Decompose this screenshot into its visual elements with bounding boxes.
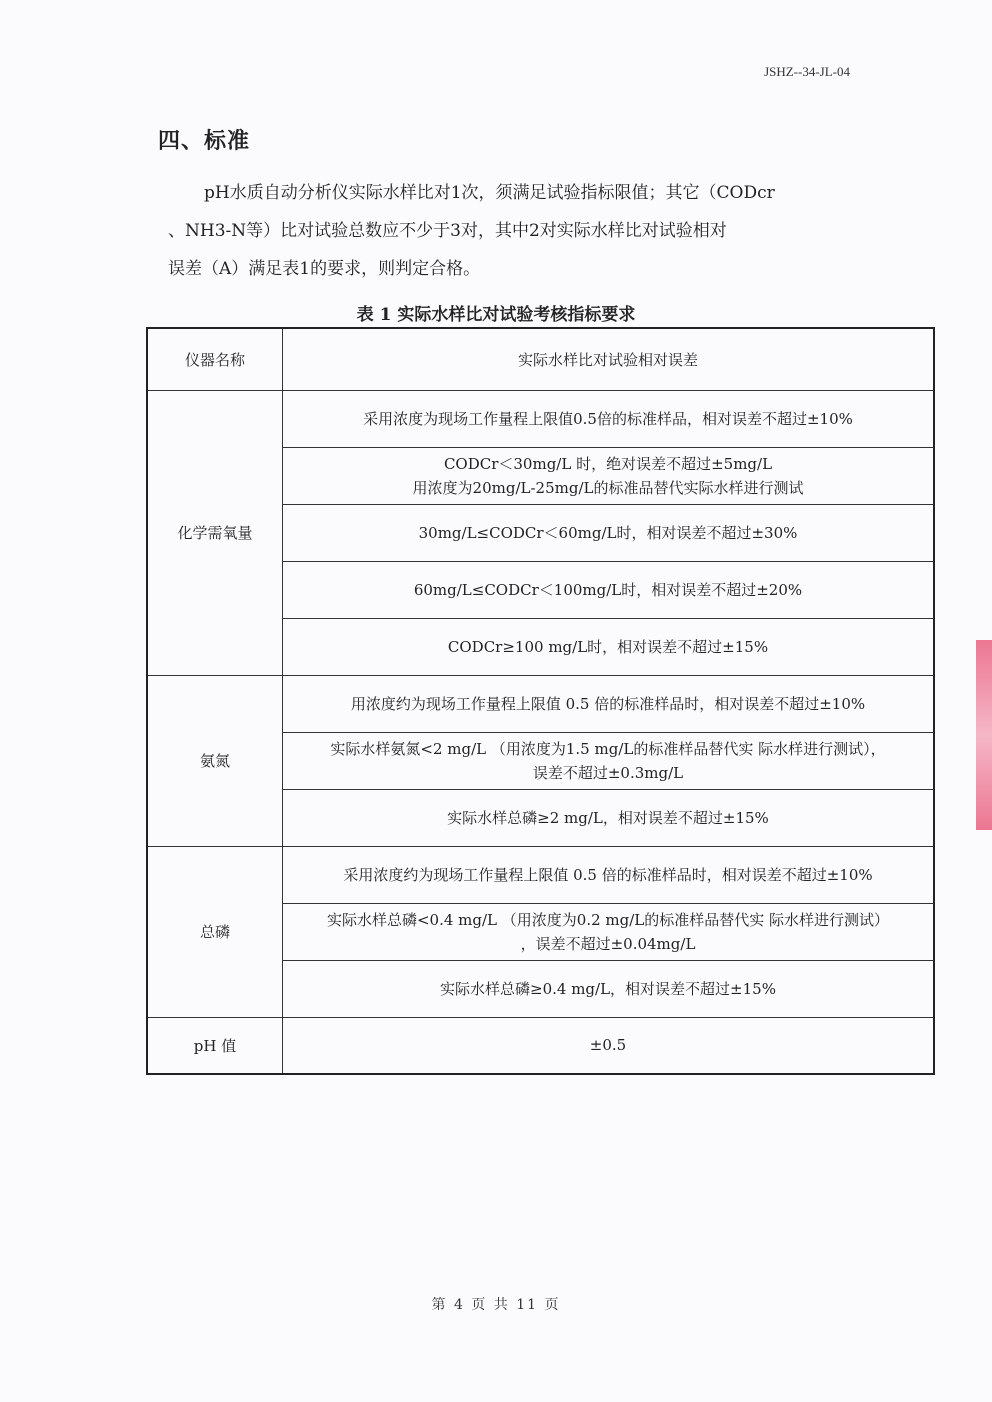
- table-header-row: [147, 328, 934, 390]
- requirement-cell: 采用浓度为现场工作量程上限值0.5倍的标准样品，相对误差不超过±10%: [283, 390, 935, 447]
- instrument-name-cell: pH 值: [147, 1017, 283, 1074]
- requirement-cell: 实际水样氨氮<2 mg/L （用浓度为1.5 mg/L的标准样品替代实 际水样进行测试）， 误差不超过±0.3mg/L: [283, 732, 935, 789]
- requirement-cell: 实际水样总磷≥0.4 mg/L，相对误差不超过±15%: [283, 960, 935, 1017]
- requirement-cell: 60mg/L≤CODCr＜100mg/L时，相对误差不超过±20%: [283, 561, 935, 618]
- table-row: [147, 675, 934, 732]
- instrument-name-cell: 总磷: [147, 846, 283, 1017]
- requirement-cell: 30mg/L≤CODCr＜60mg/L时，相对误差不超过±30%: [283, 504, 935, 561]
- standards-table: [146, 327, 935, 1075]
- table-row: [147, 1017, 934, 1074]
- requirement-cell: 采用浓度约为现场工作量程上限值 0.5 倍的标准样品时，相对误差不超过±10%: [283, 846, 935, 903]
- red-seal-stamp: [976, 640, 992, 830]
- requirement-cell: 实际水样总磷≥2 mg/L，相对误差不超过±15%: [283, 789, 935, 846]
- paragraph-line-1: pH水质自动分析仪实际水样比对1次，须满足试验指标限值；其它（CODcr: [204, 183, 775, 203]
- paragraph-line-2: 、NH3-N等）比对试验总数应不少于3对，其中2对实际水样比对试验相对: [168, 221, 727, 241]
- table-caption: 表 1 实际水样比对试验考核指标要求: [356, 305, 636, 325]
- requirement-cell: CODCr≥100 mg/L时，相对误差不超过±15%: [283, 618, 935, 675]
- requirement-cell: 实际水样总磷<0.4 mg/L （用浓度为0.2 mg/L的标准样品替代实 际水样进行测试） ，误差不超过±0.04mg/L: [283, 903, 935, 960]
- requirement-cell: 用浓度约为现场工作量程上限值 0.5 倍的标准样品时，相对误差不超过±10%: [283, 675, 935, 732]
- header-instrument-name: 仪器名称: [147, 328, 283, 390]
- page-footer: 第 4 页 共 11 页: [431, 1297, 561, 1313]
- table-row: [147, 390, 934, 447]
- section-title: 四、标准: [158, 128, 251, 154]
- body-paragraph: [168, 174, 848, 288]
- requirement-cell: ±0.5: [283, 1017, 935, 1074]
- instrument-name-cell: 氨氮: [147, 675, 283, 846]
- instrument-name-cell: 化学需氧量: [147, 390, 283, 675]
- paragraph-line-3: 误差（A）满足表1的要求，则判定合格。: [168, 259, 481, 279]
- table-row: [147, 846, 934, 903]
- document-code: JSHZ--34-JL-04: [764, 64, 850, 79]
- requirement-cell: CODCr＜30mg/L 时，绝对误差不超过±5mg/L 用浓度为20mg/L-25mg/L的标准品替代实际水样进行测试: [283, 447, 935, 504]
- header-relative-error: 实际水样比对试验相对误差: [283, 328, 935, 390]
